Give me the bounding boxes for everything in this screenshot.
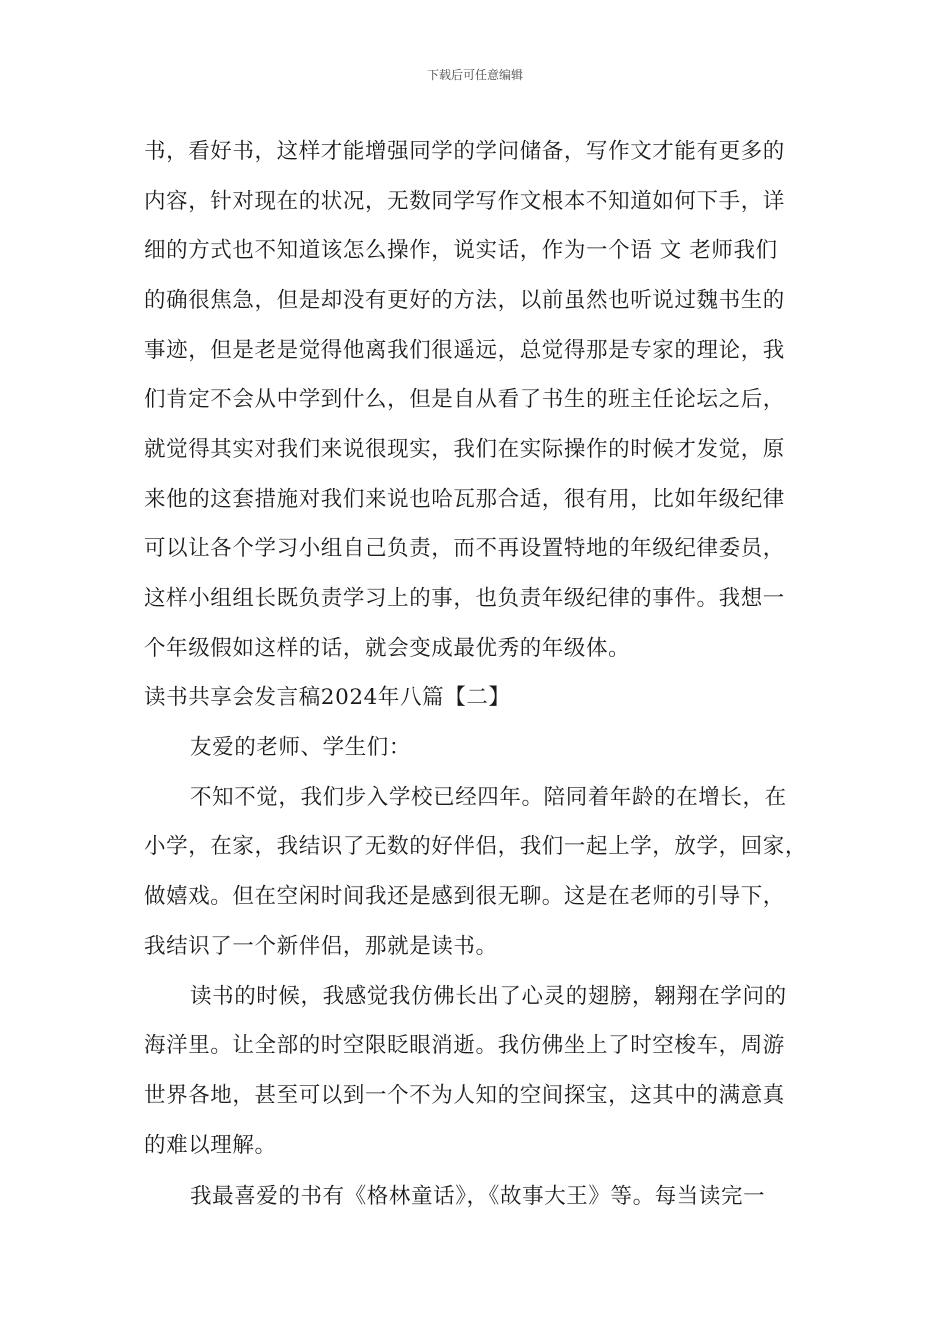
text-line: 们肯定不会从中学到什么，但是自从看了书生的班主任论坛之后，: [144, 387, 785, 412]
text-line: 小学，在家，我结识了无数的好伴侣，我们一起上学，放学，回家，: [144, 834, 808, 859]
text-line: 读书的时候，我感觉我仿佛长出了心灵的翅膀，翱翔在学问的: [190, 984, 787, 1009]
text-line: 就觉得其实对我们来说很现实，我们在实际操作的时候才发觉，原: [144, 437, 785, 462]
text-line: 内容，针对现在的状况，无数同学写作文根本不知道如何下手，详: [144, 189, 785, 214]
text-line: 事迹，但是老是觉得他离我们很遥远，总觉得那是专家的理论，我: [144, 338, 785, 363]
text-line: 世界各地，甚至可以到一个不为人知的空间探宝，这其中的满意真: [144, 1083, 785, 1108]
text-line: 细的方式也不知道该怎么操作，说实话，作为一个语 文 老师我们: [144, 238, 778, 263]
text-line: 来他的这套措施对我们来说也哈瓦那合适，很有用，比如年级纪律: [144, 487, 785, 512]
salutation: 友爱的老师、学生们：: [190, 735, 412, 760]
text-line: 这样小组组长既负责学习上的事，也负责年级纪律的事件。我想一: [144, 586, 785, 611]
text-line: 做嬉戏。但在空闲时间我还是感到很无聊。这是在老师的引导下，: [144, 884, 785, 909]
text-line: 我最喜爱的书有《格林童话》，《故事大王》等。每当读完一: [190, 1184, 766, 1209]
text-line: 书，看好书，这样才能增强同学的学问储备，写作文才能有更多的: [144, 139, 785, 164]
text-line: 的确很焦急，但是却没有更好的方法，以前虽然也听说过魏书生的: [144, 288, 785, 313]
text-line: 的难以理解。: [144, 1133, 277, 1158]
text-line: 个年级假如这样的话，就会变成最优秀的年级体。: [144, 636, 631, 661]
text-line: 海洋里。让全部的时空限眨眼消逝。我仿佛坐上了时空梭车，周游: [144, 1033, 785, 1058]
text-line: 不知不觉，我们步入学校已经四年。陪同着年龄的在增长，在: [190, 785, 787, 810]
section-heading: 读书共享会发言稿2024年八篇【二】: [144, 685, 511, 710]
text-line: 可以让各个学习小组自己负责，而不再设置特地的年级纪律委员，: [144, 536, 785, 561]
page-header-note: 下载后可任意编辑: [426, 68, 523, 82]
text-line: 我结识了一个新伴侣，那就是读书。: [144, 934, 498, 959]
